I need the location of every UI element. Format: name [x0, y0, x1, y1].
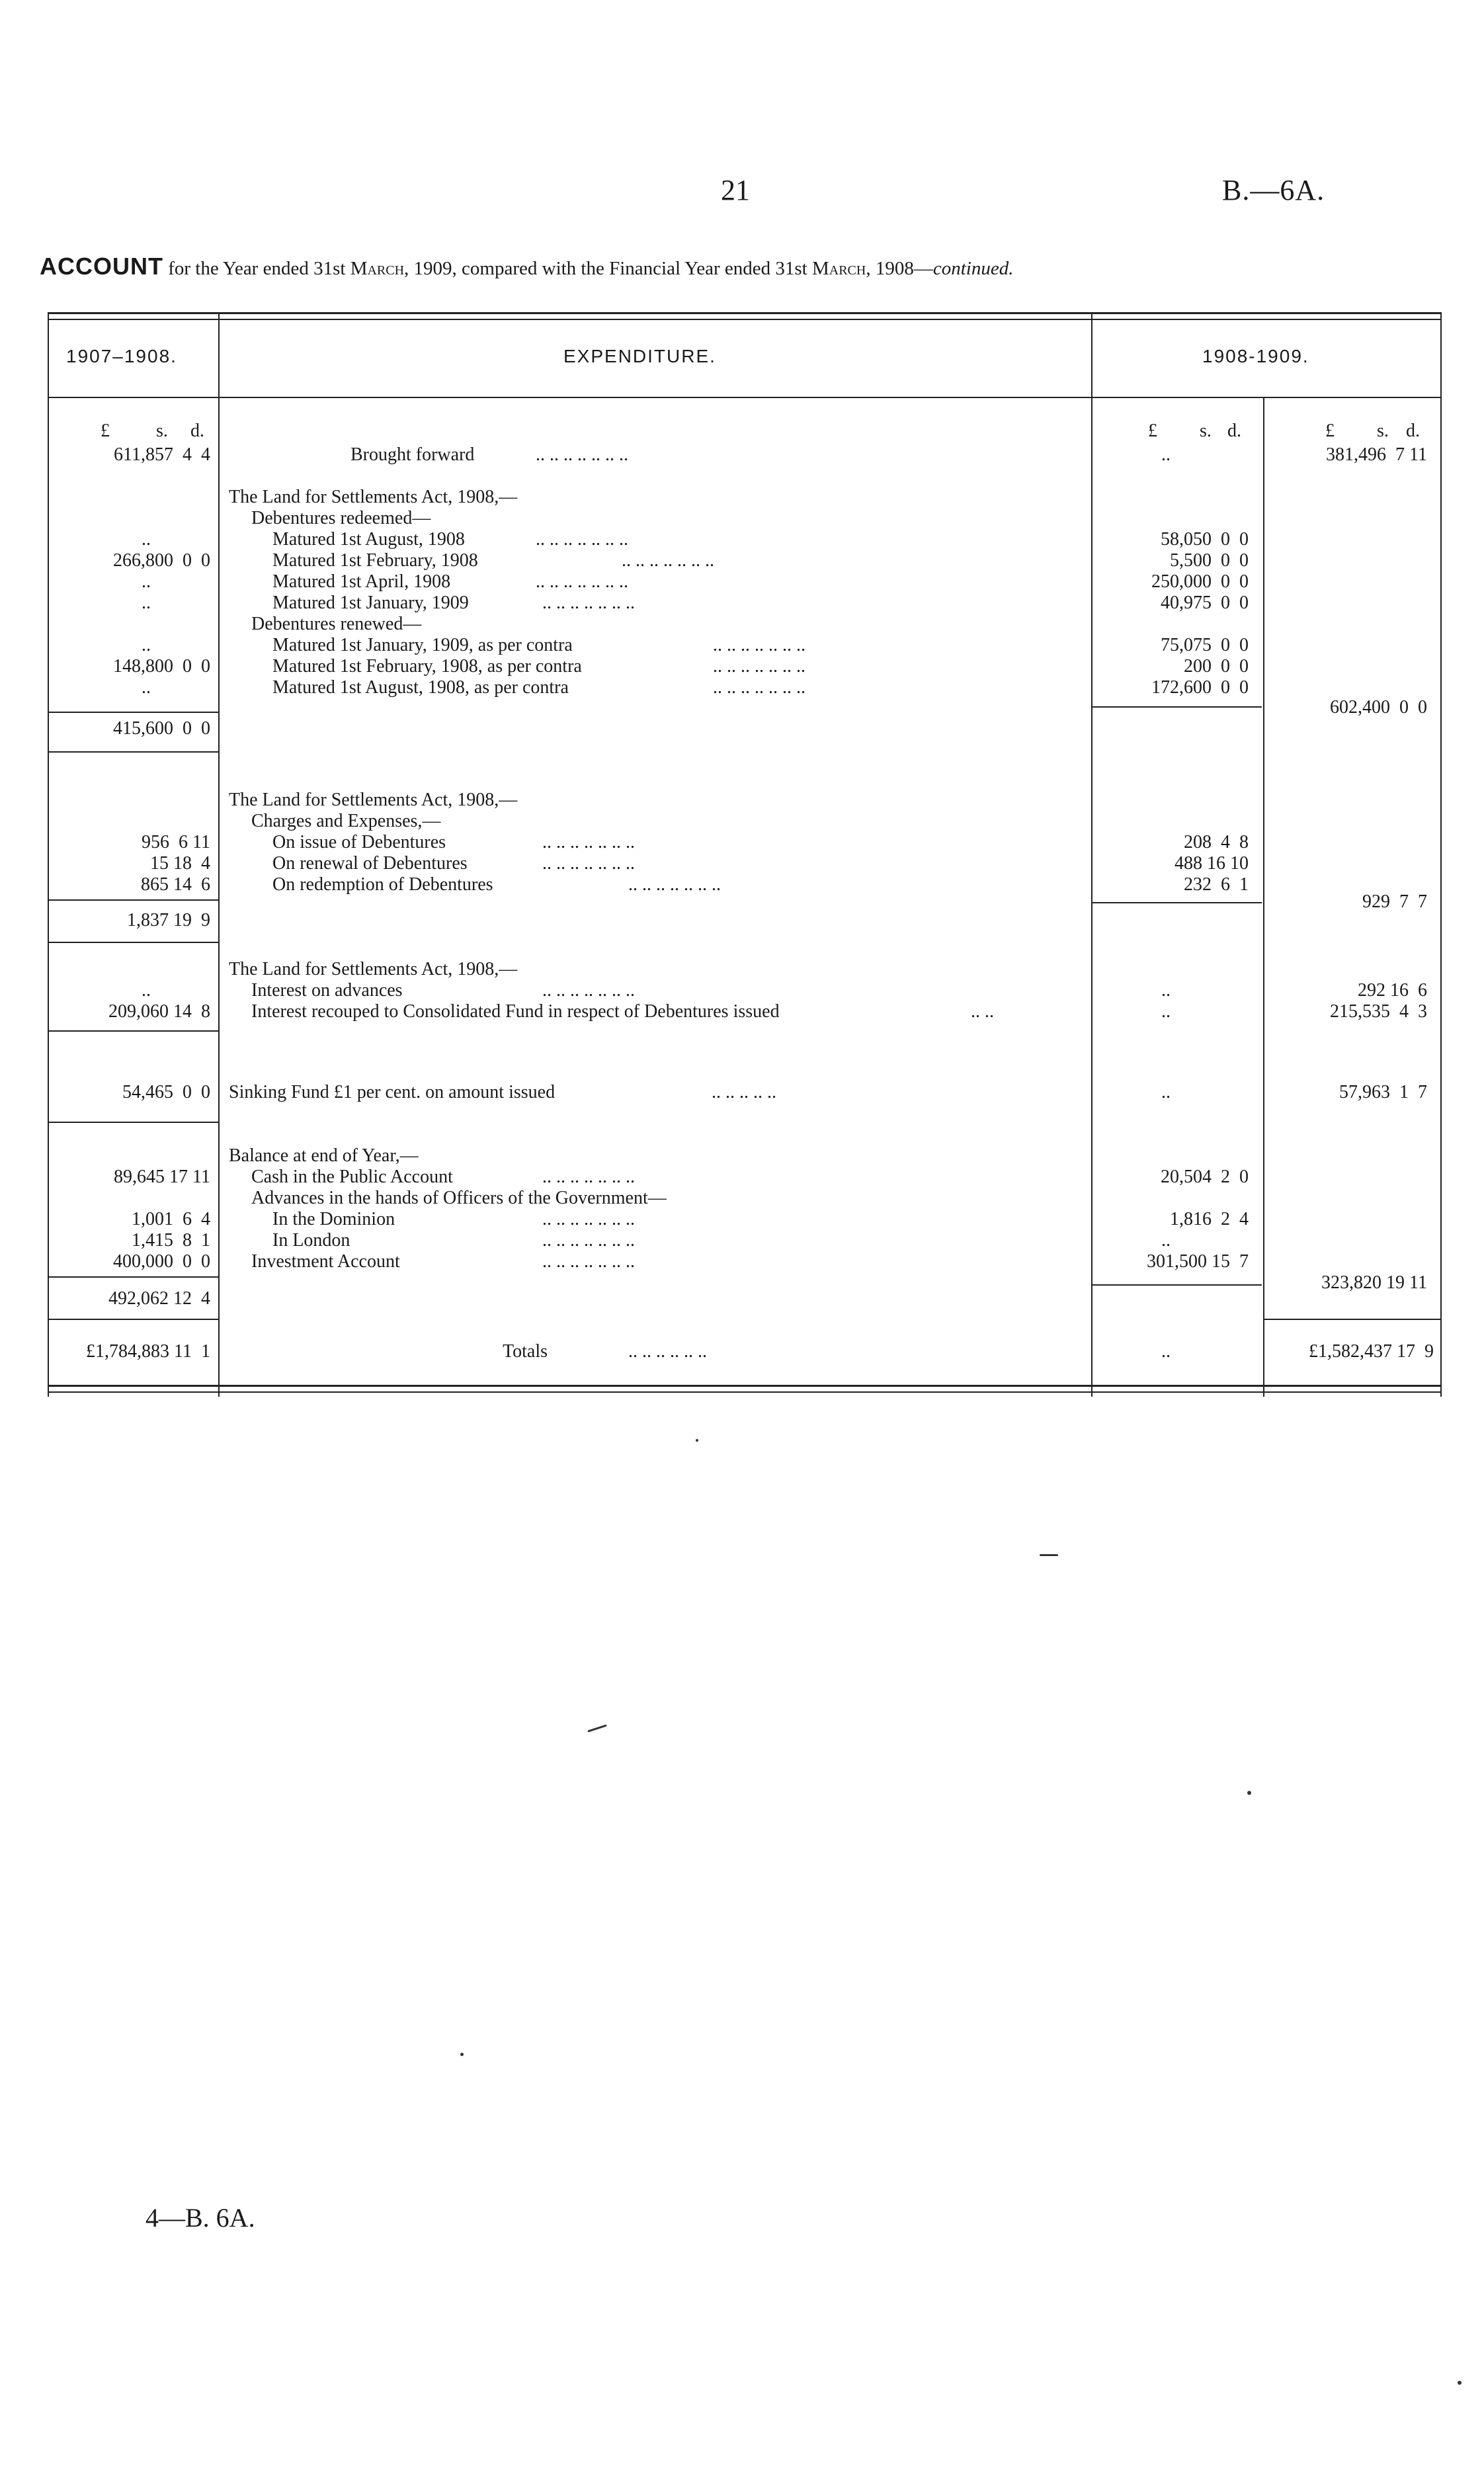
label-lfs-interest-title: The Land for Settlements Act, 1908,—: [229, 959, 518, 979]
label-renewed-feb: Matured 1st February, 1908, as per contra: [272, 656, 582, 677]
leader-totals: .. .. .. .. .. ..: [628, 1341, 707, 1362]
label-charges-redemption: On redemption of Debentures: [272, 874, 493, 895]
prev-redeemed-jan: ..: [142, 593, 151, 613]
outer-debentures-total: 602,400 0 0: [1330, 697, 1427, 718]
subtotal-rule-balance-prev: [49, 1276, 218, 1278]
label-redeemed-apr: Matured 1st April, 1908: [272, 571, 451, 592]
table-left-border: [48, 312, 49, 1397]
leader-in-dominion: .. .. .. .. .. .. ..: [542, 1209, 635, 1229]
leader-charges-redemption: .. .. .. .. .. .. ..: [628, 874, 721, 895]
label-interest-recouped: Interest recouped to Consolidated Fund in respect of Debentures issued: [251, 1001, 780, 1022]
unit-inner-s: s.: [1200, 421, 1212, 441]
inner-brought-forward: ..: [1161, 444, 1171, 465]
leader-renewed-jan: .. .. .. .. .. .. ..: [713, 635, 805, 655]
inner-redeemed-apr: 250,000 0 0: [1151, 571, 1249, 592]
leader-sinking-fund: .. .. .. .. ..: [712, 1082, 776, 1102]
label-charges-expenses: Charges and Expenses,—: [251, 811, 441, 831]
label-redeemed-jan: Matured 1st January, 1909: [272, 593, 469, 613]
title-text-2: , 1909, compared with the Financial Year ended 31st: [404, 258, 812, 279]
prev-redeemed-aug: ..: [142, 529, 151, 550]
leader-renewed-aug: .. .. .. .. .. .. ..: [713, 677, 805, 698]
label-interest-advances: Interest on advances: [251, 980, 403, 1001]
divider-desc-curr: [1091, 312, 1092, 1397]
prev-interest-advances: ..: [142, 980, 151, 1001]
prev-cash-public-account: 89,645 17 11: [114, 1167, 210, 1187]
unit-outer-s: s.: [1377, 421, 1389, 441]
scan-speck: [1458, 2381, 1462, 2385]
inner-redeemed-jan: 40,975 0 0: [1161, 593, 1249, 613]
prev-sinking-fund: 54,465 0 0: [122, 1082, 210, 1102]
label-charges-issue: On issue of Debentures: [272, 832, 446, 852]
document-reference: B.—6A.: [1222, 174, 1325, 206]
prev-renewed-feb: 148,800 0 0: [113, 656, 210, 677]
inner-charges-issue: 208 4 8: [1184, 832, 1249, 852]
title-continued: continued.: [932, 258, 1014, 279]
label-charges-renewal: On renewal of Debentures: [272, 853, 468, 874]
leader-interest-advances: .. .. .. .. .. .. ..: [542, 980, 635, 1001]
inner-interest-advances: ..: [1161, 980, 1171, 1001]
page-number: 21: [721, 174, 750, 206]
outer-interest-recouped: 215,535 4 3: [1330, 1001, 1427, 1022]
col-header-1908-1909: 1908-1909.: [1202, 346, 1309, 366]
prev-balance-total: 492,062 12 4: [108, 1288, 210, 1309]
outer-balance-total: 323,820 19 11: [1321, 1272, 1427, 1293]
outer-sinking-fund: 57,963 1 7: [1339, 1082, 1427, 1102]
inner-charges-redemption: 232 6 1: [1184, 874, 1249, 895]
table-bottom-rule-2: [48, 1391, 1442, 1393]
prev-redeemed-apr: ..: [142, 571, 151, 592]
table-bottom-rule: [48, 1385, 1442, 1387]
inner-in-london: ..: [1161, 1230, 1171, 1251]
prev-charges-issue: 956 6 11: [142, 832, 210, 852]
label-totals: Totals: [503, 1341, 548, 1362]
scan-speck: [1040, 1554, 1058, 1556]
inner-totals: ..: [1161, 1341, 1171, 1362]
label-lfs-charges-title: The Land for Settlements Act, 1908,—: [229, 790, 518, 810]
outer-totals: £1,582,437 17 9: [1309, 1341, 1434, 1362]
col-header-1907-1908: 1907–1908.: [66, 346, 177, 366]
inner-renewed-feb: 200 0 0: [1184, 656, 1249, 677]
label-balance-title: Balance at end of Year,—: [229, 1145, 419, 1166]
leader-interest-recouped: .. ..: [971, 1001, 994, 1022]
prev-totals: £1,784,883 11 1: [86, 1341, 210, 1362]
label-cash-public-account: Cash in the Public Account: [251, 1167, 453, 1187]
subtotal-rule-debentures-inner: [1092, 706, 1262, 708]
title-month-1: March: [350, 258, 405, 279]
label-renewed-aug: Matured 1st August, 1908, as per contra: [272, 677, 569, 698]
outer-charges-total: 929 7 7: [1362, 891, 1427, 912]
leader-redeemed-aug: .. .. .. .. .. .. ..: [536, 529, 628, 550]
label-investment-account: Investment Account: [251, 1251, 400, 1272]
label-lfs-debentures-title: The Land for Settlements Act, 1908,—: [229, 487, 518, 507]
leader-redeemed-jan: .. .. .. .. .. .. ..: [542, 593, 635, 613]
scan-speck: [1247, 1791, 1251, 1795]
subtotal-rule-balance-inner: [1092, 1284, 1262, 1286]
title-account-word: ACCOUNT: [40, 253, 163, 280]
scan-speck: [460, 2053, 464, 2056]
leader-redeemed-feb: .. .. .. .. .. .. ..: [622, 550, 714, 571]
leader-brought-forward: .. .. .. .. .. .. ..: [536, 444, 628, 465]
prev-charges-total: 1,837 19 9: [127, 910, 210, 930]
outer-brought-forward: 381,496 7 11: [1326, 444, 1427, 465]
leader-investment-account: .. .. .. .. .. .. ..: [542, 1251, 635, 1272]
leader-charges-issue: .. .. .. .. .. .. ..: [542, 832, 635, 852]
section-rule-interest-prev: [49, 1030, 218, 1032]
totals-top-rule-outer: [1264, 1319, 1440, 1320]
section-rule-sinking-prev: [49, 1122, 218, 1123]
unit-prev-pound: £: [101, 421, 110, 441]
title-month-2: March: [811, 258, 866, 279]
divider-prev-desc: [218, 312, 220, 1397]
inner-in-dominion: 1,816 2 4: [1170, 1209, 1249, 1229]
section-rule-debentures-prev: [49, 751, 218, 753]
subtotal-rule-charges-prev: [49, 899, 218, 901]
leader-renewed-feb: .. .. .. .. .. .. ..: [713, 656, 805, 677]
subtotal-rule-charges-inner: [1092, 902, 1262, 903]
title-text-1: for the Year ended 31st: [163, 258, 350, 279]
prev-charges-renewal: 15 18 4: [150, 853, 210, 874]
label-debentures-redeemed: Debentures redeemed—: [251, 508, 431, 528]
label-redeemed-feb: Matured 1st February, 1908: [272, 550, 478, 571]
label-in-dominion: In the Dominion: [272, 1209, 395, 1229]
prev-redeemed-feb: 266,800 0 0: [113, 550, 210, 571]
divider-inner-outer: [1263, 397, 1264, 1397]
label-debentures-renewed: Debentures renewed—: [251, 614, 422, 634]
section-rule-charges-prev: [49, 942, 218, 943]
inner-sinking-fund: ..: [1161, 1082, 1171, 1102]
inner-redeemed-aug: 58,050 0 0: [1161, 529, 1249, 550]
inner-renewed-aug: 172,600 0 0: [1151, 677, 1249, 698]
label-renewed-jan: Matured 1st January, 1909, as per contra: [272, 635, 573, 655]
leader-in-london: .. .. .. .. .. .. ..: [542, 1230, 635, 1251]
prev-in-dominion: 1,001 6 4: [132, 1209, 210, 1229]
inner-cash-public-account: 20,504 2 0: [1161, 1167, 1249, 1187]
prev-renewed-jan: ..: [142, 635, 151, 655]
inner-interest-recouped: ..: [1161, 1001, 1171, 1022]
prev-investment-account: 400,000 0 0: [113, 1251, 210, 1272]
label-brought-forward: Brought forward: [350, 444, 475, 465]
section-rule-balance-prev: [49, 1319, 218, 1320]
label-sinking-fund: Sinking Fund £1 per cent. on amount issued: [229, 1082, 556, 1102]
subtotal-rule-debentures-prev: [49, 712, 218, 713]
leader-redeemed-apr: .. .. .. .. .. .. ..: [536, 571, 628, 592]
unit-outer-pound: £: [1325, 421, 1335, 441]
unit-inner-pound: £: [1148, 421, 1157, 441]
prev-interest-recouped: 209,060 14 8: [108, 1001, 210, 1022]
table-right-border: [1440, 312, 1442, 1397]
leader-charges-renewal: .. .. .. .. .. .. ..: [542, 853, 635, 874]
unit-prev-s: s.: [156, 421, 168, 441]
prev-in-london: 1,415 8 1: [132, 1230, 210, 1251]
unit-outer-d: d.: [1406, 421, 1420, 441]
label-in-london: In London: [272, 1230, 350, 1251]
prev-debentures-total: 415,600 0 0: [113, 718, 210, 739]
header-bottom-rule: [48, 397, 1442, 398]
inner-redeemed-feb: 5,500 0 0: [1170, 550, 1249, 571]
sheet-signature: 4—B. 6A.: [145, 2203, 255, 2233]
inner-renewed-jan: 75,075 0 0: [1161, 635, 1249, 655]
unit-prev-d: d.: [190, 421, 204, 441]
unit-inner-d: d.: [1227, 421, 1241, 441]
prev-renewed-aug: ..: [142, 677, 151, 698]
prev-brought-forward: 611,857 4 4: [114, 444, 210, 465]
col-header-expenditure: EXPENDITURE.: [563, 346, 716, 366]
table-top-rule-2: [48, 319, 1442, 320]
label-redeemed-aug: Matured 1st August, 1908: [272, 529, 465, 550]
title-text-3: , 1908—: [866, 258, 933, 279]
scan-speck: [696, 1439, 698, 1442]
label-advances-officers: Advances in the hands of Officers of the Government—: [251, 1188, 667, 1208]
outer-interest-advances: 292 16 6: [1358, 980, 1427, 1001]
table-top-rule: [48, 312, 1442, 314]
leader-cash-public-account: .. .. .. .. .. .. ..: [542, 1167, 635, 1187]
prev-charges-redemption: 865 14 6: [141, 874, 210, 895]
inner-investment-account: 301,500 15 7: [1147, 1251, 1249, 1272]
scan-speck: [587, 1724, 606, 1732]
inner-charges-renewal: 488 16 10: [1175, 853, 1249, 874]
account-title: [40, 253, 1013, 280]
